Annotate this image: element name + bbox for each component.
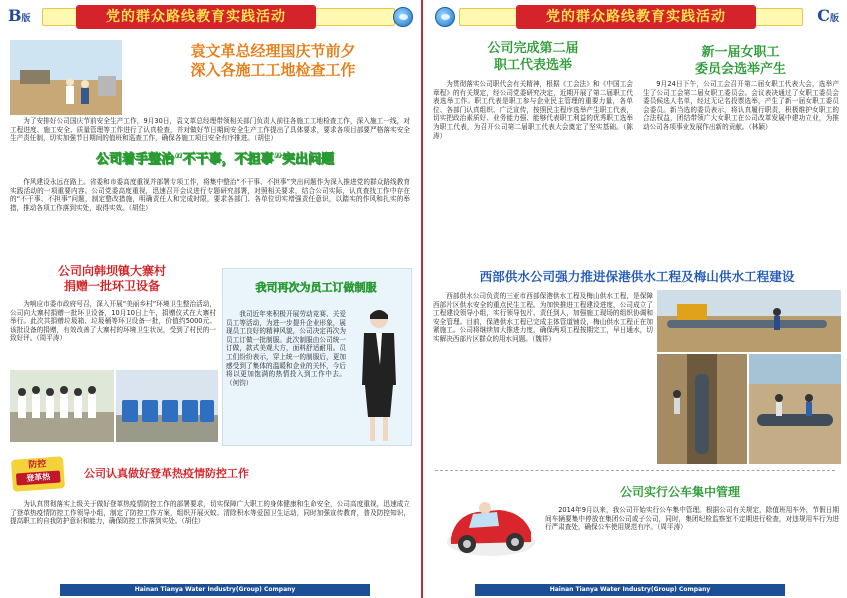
c-article3-body: 西部供水公司负责的三亚市西部保港供水工程及梅山供水工程，是保障西部片区供水安全的重点民生工程。为加快推进工程建设进度，公司成立了工程建设领导小组，实行领导包片、责任到人，加强施工现场的组织协调和安全管理。目前，保港供水工程已完成主体管道铺设，梅山供水工程正在加紧施工。公司将继续加大推进力度，确保两项工程按期完工，早日通水，切实解决西部片区群众的用水问题。（魏祥）	[433, 292, 653, 343]
footer-b: Hainan Tianya Water Industry(Group) Company	[60, 584, 370, 596]
header-banner: 党的群众路线教育实践活动	[76, 5, 316, 29]
c-article4-title: 公司实行公车集中管理	[619, 485, 740, 499]
article5-body: 为认真贯彻落实上级关于做好登革热疫情防控工作的部署要求，切实保障广大职工的身体健康和生命安全，公司高度重视，迅速成立了登革热疫情防控工作领导小组，制定了防控工作方案，组织开展灭蚊、清除积水等爱国卫生运动，同时加强宣传教育，普及防控知识，提高职工的自我防护意识和能力，确保防控工作落到实处。（胡佳）	[10, 500, 410, 526]
photo-pipe-laying	[749, 354, 841, 464]
header-c	[431, 5, 841, 29]
c-article1-body: 为贯彻落实公司职代会有关精神，根据《工会法》和《中国工会章程》的有关规定，经公司党委研究决定，近期开展了第二届职工代表选举工作。职工代表是职工参与企业民主管理的重要力量，各单位、各部门认真组织、广泛宣传，按照民主程序选举产生职工代表，切实把政治素质好、业务能力强、能够代表职工利益的优秀职工选举为职工代表，为召开公司第二届职工代表大会奠定了坚实基础。（陈涛）	[433, 80, 633, 140]
section-divider	[435, 470, 835, 471]
article1-title: 袁文革总经理国庆节前夕 深入各施工工地检查工作	[190, 42, 356, 79]
article1-body: 为了安排好公司国庆节前安全生产工作，9月30日，袁文革总经理带领相关部门负责人前往各施工工地检查工作，深入施工一线，对工程进度、施工安全、质量管理等工作进行了认真检查，并对做好节日期间安全生产工作提出了具体要求，要求各项目部要严格落实安全生产责任制，切实加强节日期间的值班和巡查工作，确保各施工项目安全有序推进。（胡佳）	[10, 117, 410, 143]
car-cartoon	[443, 482, 539, 564]
footer-c: Hainan Tianya Water Industry(Group) Company	[475, 584, 785, 596]
header-b	[6, 5, 415, 29]
photo-bins	[116, 370, 218, 442]
c-article3-title: 西部供水公司强力推进保港供水工程及梅山供水工程建设	[479, 269, 795, 284]
page-c	[425, 0, 847, 598]
dengue-badge: 防控 登革热	[11, 456, 65, 492]
company-logo-icon	[435, 7, 455, 27]
article2-body: 作风建设永远在路上。省委和市委高度重视并部署专项工作，将集中整治“不干事、不担事”突出问题作为深入推进党的群众路线教育实践活动的一项重要内容。公司党委高度重视，迅速召开会议进行专题研究部署，对照相关要求，结合公司实际，认真查找工作中存在的“不干事、不担事”问题，制定整改措施，明确责任人和完成时限，要求各部门、各单位切实增强责任意识，以踏实的作风和扎实的举措，推动各项工作落到实处，取得实效。（胡佳）	[10, 178, 410, 212]
article5-title: 公司认真做好登革热疫情防控工作	[84, 467, 249, 480]
page-version-c: C版	[817, 6, 839, 25]
photo-pipeline-construction	[657, 290, 841, 352]
photo-trench	[657, 354, 747, 464]
photo-site-inspection	[10, 40, 122, 115]
c-article1-title: 公司完成第二届 职工代表选举	[487, 41, 579, 73]
header-banner: 党的群众路线教育实践活动	[516, 5, 756, 29]
article4-title: 我司再次为员工订做制服	[255, 281, 377, 294]
article3-title: 公司向韩坝镇大寨村 捐赠一批环卫设备	[57, 264, 166, 293]
article4-body: 我司近年来积极开展劳动竞赛、关爱员工等活动，为进一步提升企业形象，展现员工良好的精神风貌，公司决定再次为员工订做一批制服。此次制服由公司统一订做，款式美观大方，面料舒适耐用。员工们纷纷表示，穿上统一的制服后，更加感受到了集体的温暖和企业的关怀，今后将以更加饱满的热情投入到工作中去。（何钧）	[226, 310, 346, 387]
article2-title: 公司着手整治“不干事，不担事”突出问题	[95, 152, 335, 167]
page-version-b: B版	[8, 6, 31, 25]
c-article4-body: 2014年9月以来，我公司开始实行公车集中管理。根据公司有关规定，除值班用车外，节假日期间车辆要集中停放在集团公司或子公司，同时，集团纪检监察室不定期进行检查，对违规用车行为进行严肃查处，确保公车使用规范有序。（周平涛）	[545, 506, 839, 532]
c-article2-title: 新一届女职工 委员会选举产生	[694, 45, 786, 77]
photo-uniform-model	[350, 305, 408, 445]
c-article2-body: 9月24日下午，公司工会召开第二届女职工代表大会，选举产生了公司工会第二届女职工委员会。会议表决通过了女职工委员会委员候选人名单，经过无记名投票选举，产生了新一届女职工委员会委员。新当选的委员表示，将认真履行职责，积极维护女职工的合法权益，团结带领广大女职工在公司改革发展中建功立业，为推动公司各项事业发展作出新的贡献。（林颖）	[643, 80, 839, 131]
company-logo-icon	[393, 7, 413, 27]
photo-donation-group	[10, 370, 114, 442]
page-b	[0, 0, 423, 598]
article3-body: 为响应市委市政府号召，深入开展“美丽乡村”环境卫生整治活动，公司向大寨村捐赠一批环卫设备，10月10日上午，捐赠仪式在大寨村举行。此次共捐赠垃圾箱、垃圾桶等环卫设备一批，价值约5000元。该批设备的捐赠，有效改善了大寨村的环境卫生状况，受到了村民的一致好评。（周平涛）	[10, 300, 216, 343]
